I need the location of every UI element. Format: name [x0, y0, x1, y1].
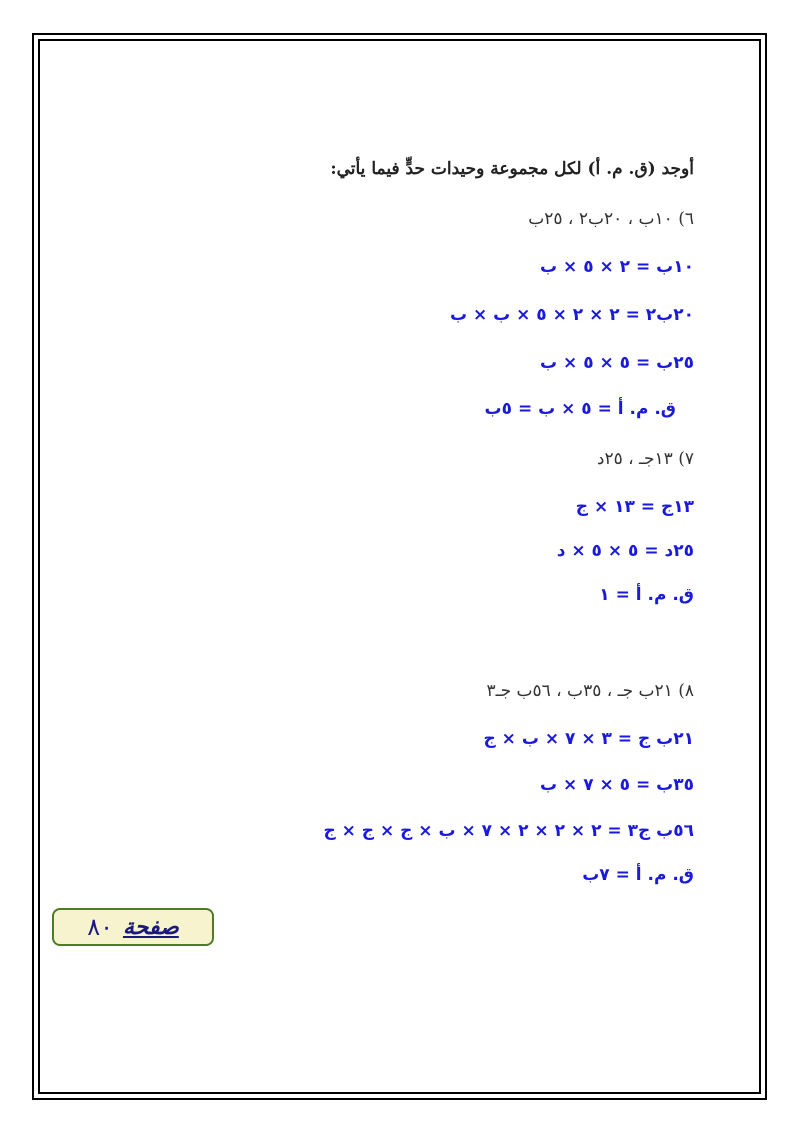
problem-7-step-1: ١٣ج = ١٣ × ج	[575, 497, 694, 517]
problem-7-label: ٧)	[678, 449, 694, 469]
problem-6-label: ٦)	[678, 209, 694, 229]
problem-6-gcf: ق. م. أ = ٥ × ب = ٥ب	[484, 399, 676, 419]
instruction-text: أوجد (ق. م. أ) لكل مجموعة وحيدات حدٍّ فيما يأتي:	[330, 159, 694, 179]
problem-8-step-1: ٢١ب ج = ٣ × ٧ × ب × ج	[483, 729, 694, 749]
problem-8	[486, 683, 694, 700]
page-number: ٨٠	[87, 913, 113, 941]
problem-6-step-2: ٢٠ب٢ = ٢ × ٢ × ٥ × ب × ب	[449, 305, 694, 325]
problem-6-terms: ١٠ب ، ٢٠ب٢ ، ٢٥ب	[528, 209, 673, 229]
problem-7	[597, 451, 694, 468]
problem-8-label: ٨)	[678, 681, 694, 701]
problem-6	[528, 211, 694, 228]
page-number-badge	[52, 908, 214, 946]
problem-7-step-2: ٢٥د = ٥ × ٥ × د	[556, 541, 694, 561]
problem-8-step-2: ٣٥ب = ٥ × ٧ × ب	[540, 775, 694, 795]
problem-8-terms: ٢١ب جـ ، ٣٥ب ، ٥٦ب جـ٣	[486, 681, 673, 701]
problem-8-gcf: ق. م. أ = ٧ب	[582, 865, 694, 885]
problem-8-step-3: ٥٦ب ج٣ = ٢ × ٢ × ٢ × ٧ × ب × ج × ج × ج	[323, 821, 694, 841]
page-label: صفحة	[122, 914, 179, 940]
problem-7-terms: ١٣جـ ، ٢٥د	[596, 449, 673, 469]
problem-6-step-3: ٢٥ب = ٥ × ٥ × ب	[540, 353, 694, 373]
problem-6-step-1: ١٠ب = ٢ × ٥ × ب	[540, 257, 694, 277]
problem-7-gcf: ق. م. أ = ١	[599, 585, 694, 605]
